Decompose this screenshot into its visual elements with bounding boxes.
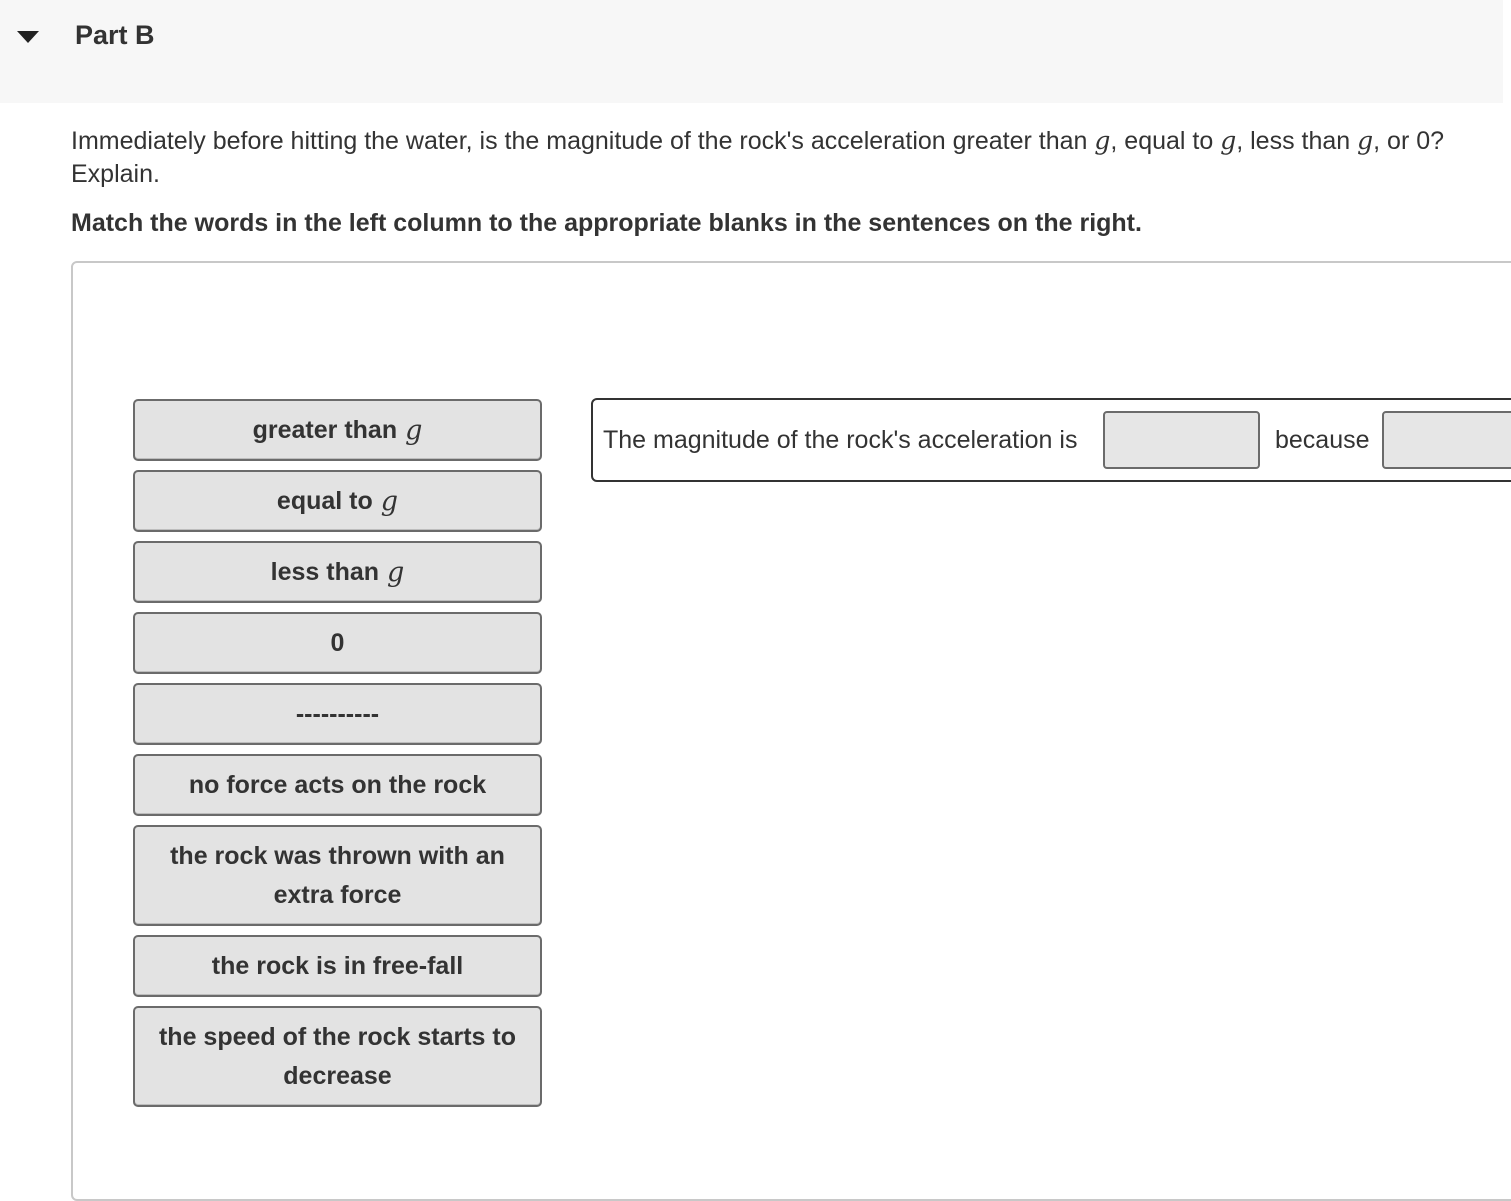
option-thrown-extra-force[interactable] [133, 825, 542, 926]
caret-down-icon[interactable] [17, 31, 39, 43]
question-text-3: , less than [1236, 127, 1358, 155]
instructions: Match the words in the left column to the appropriate blanks in the sentences on the right. [71, 209, 1142, 237]
option-separator[interactable] [133, 683, 542, 745]
option-label: no force acts on the rock [188, 770, 487, 799]
option-speed-decrease[interactable] [133, 1006, 542, 1107]
sentence-box [591, 398, 1511, 482]
question-text-2: , equal to [1110, 127, 1221, 155]
math-var-g: g [380, 485, 399, 517]
part-header[interactable] [0, 0, 1503, 103]
math-var-g: g [1094, 126, 1111, 155]
option-label: greater than [252, 415, 398, 444]
option-less-than-g[interactable] [133, 541, 542, 603]
math-var-g: g [405, 414, 423, 446]
math-var-g: g [1357, 126, 1374, 155]
option-free-fall[interactable] [133, 935, 542, 997]
option-label: the rock is in free-fall [211, 951, 464, 980]
option-label: ---------- [295, 699, 380, 728]
part-title: Part B [75, 20, 155, 50]
option-no-force[interactable] [133, 754, 542, 816]
question-text [71, 124, 1501, 191]
drop-blank-2[interactable] [1382, 411, 1511, 469]
option-label: 0 [330, 628, 345, 657]
question-text-4: , or 0? Explain. [71, 127, 1445, 188]
option-zero[interactable] [133, 612, 542, 674]
option-label: the speed of the rock starts to decrease [158, 1022, 517, 1090]
drop-blank-1[interactable] [1103, 411, 1260, 469]
math-var-g: g [387, 556, 405, 588]
option-label: the rock was thrown with an extra force [170, 841, 505, 909]
option-equal-to-g[interactable] [133, 470, 542, 532]
sentence-part-1: The magnitude of the rock's acceleration is [603, 426, 1078, 454]
option-label: less than [270, 557, 380, 586]
sentence-part-2: because [1275, 426, 1370, 454]
option-greater-than-g[interactable] [133, 399, 542, 461]
math-var-g: g [1220, 126, 1237, 155]
question-text-1: Immediately before hitting the water, is the magnitude of the rock's acceleration greater than [71, 127, 1095, 155]
option-label: equal to [276, 486, 373, 515]
